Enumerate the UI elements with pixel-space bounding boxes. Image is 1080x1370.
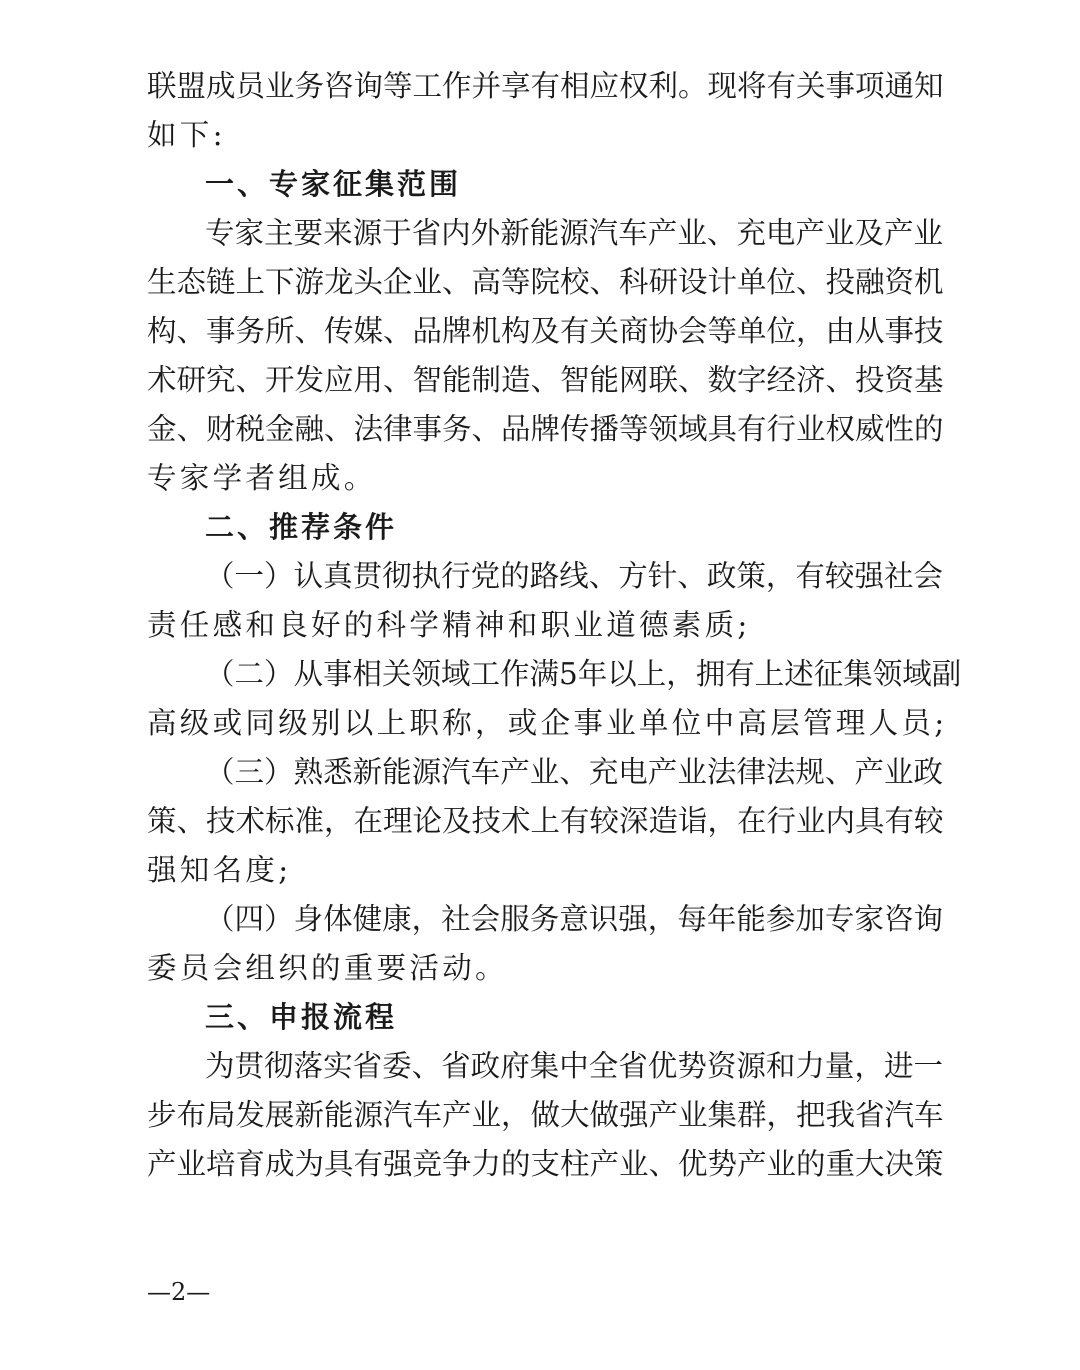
body-line: 构、事务所、传媒、品牌机构及有关商协会等单位，由从事技 xyxy=(147,314,944,348)
section-heading: 三、申报流程 xyxy=(205,1000,398,1034)
body-line: 策、技术标准，在理论及技术上有较深造诣，在行业内具有较 xyxy=(147,804,944,838)
body-line: 责任感和良好的科学精神和职业道德素质; xyxy=(147,608,751,642)
body-line: 为贯彻落实省委、省政府集中全省优势资源和力量，进一 xyxy=(205,1049,943,1083)
body-line: （一）认真贯彻执行党的路线、方针、政策，有较强社会 xyxy=(205,559,943,593)
body-line: 联盟成员业务咨询等工作并享有相应权利。现将有关事项通知 xyxy=(147,69,944,103)
body-line: 步布局发展新能源汽车产业，做大做强产业集群，把我省汽车 xyxy=(147,1098,944,1132)
section-heading: 二、推荐条件 xyxy=(205,510,398,544)
body-line: 如下: xyxy=(147,118,226,152)
page-number: —2— xyxy=(147,1278,211,1306)
body-line: 生态链上下游龙头企业、高等院校、科研设计单位、投融资机 xyxy=(147,265,944,299)
body-line: （三）熟悉新能源汽车产业、充电产业法律法规、产业政 xyxy=(205,755,943,789)
body-line: （四）身体健康，社会服务意识强，每年能参加专家咨询 xyxy=(205,902,943,936)
body-line: 专家学者组成。 xyxy=(147,461,377,495)
body-line: 专家主要来源于省内外新能源汽车产业、充电产业及产业 xyxy=(205,216,943,250)
body-line: （二）从事相关领域工作满5年以上，拥有上述征集领域副 xyxy=(205,657,962,691)
section-heading: 一、专家征集范围 xyxy=(205,167,462,201)
body-line: 术研究、开发应用、智能制造、智能网联、数字经济、投资基 xyxy=(147,363,944,397)
body-line: 金、财税金融、法律事务、品牌传播等领域具有行业权威性的 xyxy=(147,412,944,446)
body-line: 产业培育成为具有强竞争力的支柱产业、优势产业的重大决策 xyxy=(147,1147,944,1181)
body-line: 强知名度; xyxy=(147,853,292,887)
body-line: 委员会组织的重要活动。 xyxy=(147,951,508,985)
body-line: 高级或同级别以上职称，或企事业单位中高层管理人员; xyxy=(147,706,948,740)
